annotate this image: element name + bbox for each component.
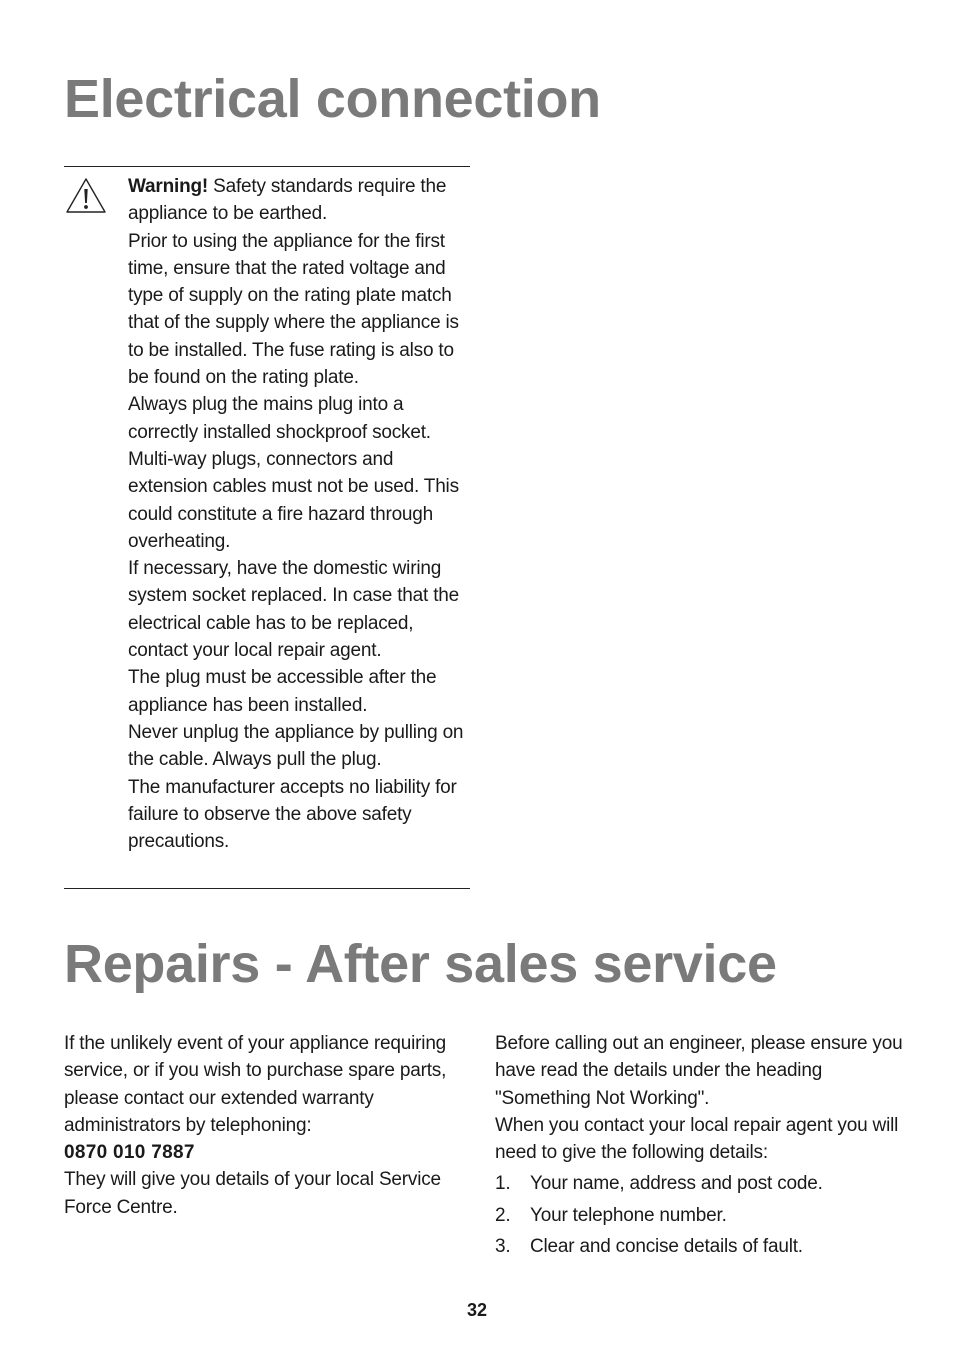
- service-intro: If the unlikely event of your appliance requiring service, or if you wish to purchase spare parts, please contact our extended warranty administrators by telephoning:: [64, 1033, 447, 1136]
- list-item-number: 1.: [495, 1173, 511, 1195]
- service-phone-number: 0870 010 7887: [64, 1142, 195, 1164]
- page-number: 32: [466, 1300, 488, 1320]
- warning-box: [64, 166, 470, 889]
- list-item: [495, 1202, 907, 1234]
- warning-paragraph: The plug must be accessible after the appliance has been installed.: [128, 667, 437, 716]
- warning-first-paragraph: [128, 173, 473, 228]
- warning-label: Warning!: [128, 176, 209, 197]
- list-item: [495, 1170, 907, 1202]
- service-right-column: [495, 1030, 907, 1265]
- service-right-paragraph-2: When you contact your local repair agent you will need to give the following details:: [495, 1114, 899, 1164]
- list-item-number: 3.: [495, 1236, 511, 1258]
- service-after-text: They will give you details of your local Service Force Centre.: [64, 1169, 441, 1218]
- list-item-text: Clear and concise details of fault.: [530, 1236, 803, 1258]
- warning-paragraph: Always plug the mains plug into a correctly installed shockproof socket. Multi-way plugs, connectors and extension cables must not be used. This could constitute a fire hazard through overheating.: [128, 394, 459, 552]
- list-item-number: 2.: [495, 1204, 511, 1226]
- details-list: [495, 1170, 907, 1265]
- service-left-column: [64, 1030, 474, 1221]
- warning-first-line: Safety standards require the appliance to be earthed.: [128, 176, 447, 225]
- service-right-paragraph-1: Before calling out an engineer, please ensure you have read the details under the heading "Something Not Working".: [495, 1033, 903, 1109]
- warning-paragraph: If necessary, have the domestic wiring system socket replaced. In case that the electrical cable has to be replaced, contact your local repair agent.: [128, 558, 460, 662]
- list-item-text: Your name, address and post code.: [530, 1173, 823, 1195]
- list-item: [495, 1233, 907, 1265]
- list-item-text: Your telephone number.: [530, 1204, 727, 1226]
- warning-paragraph: Prior to using the appliance for the first time, ensure that the rated voltage and type of supply on the rating plate match that of the supply where the appliance is to be installed. The fuse rating is also to be found on the rating plate.: [128, 230, 459, 389]
- warning-triangle-icon: [64, 176, 108, 216]
- warning-text: [128, 173, 473, 855]
- section-title-repairs: Repairs - After sales service: [64, 934, 777, 994]
- warning-paragraph: Never unplug the appliance by pulling on the cable. Always pull the plug.: [128, 721, 464, 771]
- warning-paragraph: The manufacturer accepts no liability for failure to observe the above safety precautions.: [128, 776, 457, 853]
- section-title-electrical: Electrical connection: [64, 69, 601, 129]
